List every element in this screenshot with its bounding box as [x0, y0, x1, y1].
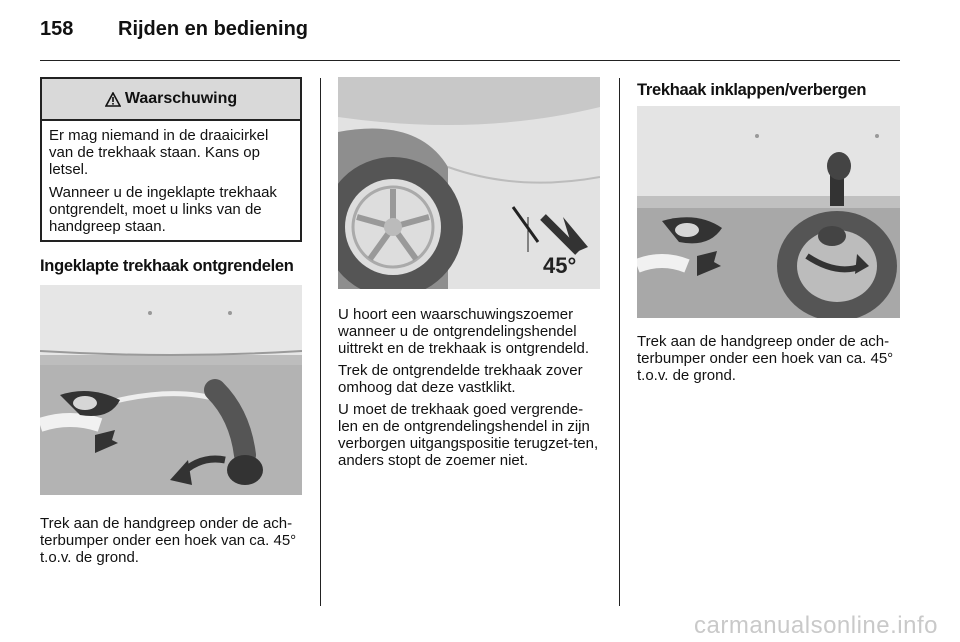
warning-box — [40, 77, 302, 242]
col2-paragraph: U moet de trekhaak goed vergrende-len en de ontgrendelingshendel in zijn verborgen uitgangspositie terugzet-ten, anders stopt de zoemer niet. — [338, 401, 599, 469]
header-rule — [40, 60, 900, 61]
watermark: carmanualsonline.info — [694, 612, 938, 639]
warning-header — [42, 79, 300, 121]
figure-lever-angle — [338, 77, 600, 289]
col2-text — [338, 306, 600, 474]
warning-paragraph: Er mag niemand in de draaicirkel van de trekhaak staan. Kans op letsel. — [49, 127, 269, 178]
warning-body — [42, 121, 300, 235]
column-divider-2 — [619, 78, 620, 606]
col2-paragraph: U hoort een waarschuwingszoemer wanneer u de ontgrendelingshendel uittrekt en de trekhaak is ontgrendeld. — [338, 306, 589, 357]
figure-angle-label: 45° — [543, 253, 577, 278]
caption-fold: Trek aan de handgreep onder de ach-terbumper onder een hoek van ca. 45° t.o.v. de grond. — [637, 333, 894, 384]
col2-paragraph: Trek de ontgrendelde trekhaak zover omhoog dat deze vastklikt. — [338, 362, 583, 396]
figure-unlock-towbar — [40, 285, 302, 495]
figure-fold-towbar — [637, 106, 900, 318]
warning-paragraph: Wanneer u de ingeklapte trekhaak ontgrendelt, moet u links van de handgreep staan. — [49, 184, 277, 235]
section-heading-fold: Trekhaak inklappen/verbergen — [637, 81, 867, 99]
section-heading-unlock: Ingeklapte trekhaak ontgrendelen — [40, 257, 294, 275]
page-number: 158 — [40, 18, 74, 40]
column-divider-1 — [320, 78, 321, 606]
warning-title: Waarschuwing — [124, 90, 238, 107]
caption-unlock: Trek aan de handgreep onder de ach-terbumper onder een hoek van ca. 45° t.o.v. de grond. — [40, 515, 297, 566]
warning-triangle-icon — [105, 92, 121, 107]
page-header — [40, 18, 308, 48]
page-title: Rijden en bediening — [118, 18, 309, 40]
